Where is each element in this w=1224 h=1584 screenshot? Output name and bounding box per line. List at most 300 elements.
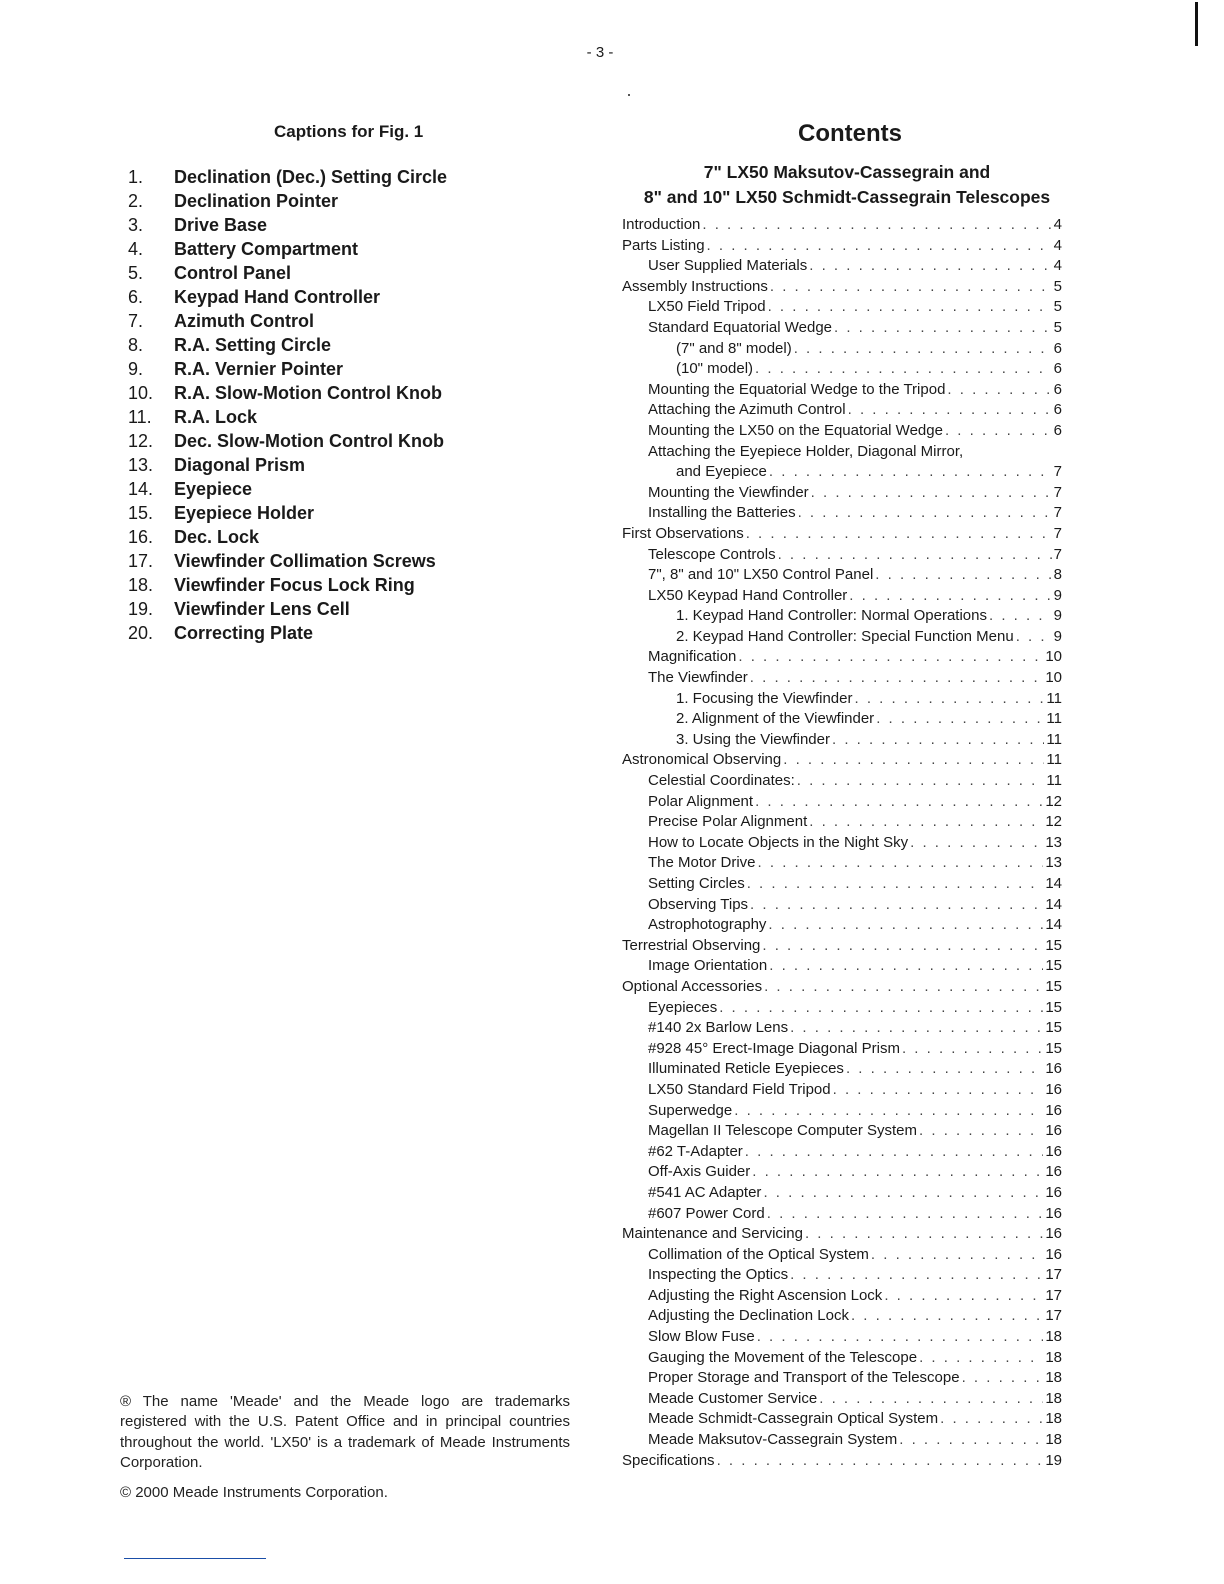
toc-entry [620, 1349, 1062, 1370]
toc-dot-leader [707, 237, 1052, 254]
toc-entry-title: LX50 Standard Field Tripod [648, 1080, 831, 1098]
caption-item [128, 237, 447, 261]
caption-text: Drive Base [174, 215, 268, 235]
toc-entry-page: 13 [1045, 854, 1062, 872]
toc-entry-page: 18 [1045, 1369, 1062, 1387]
toc-entry-page: 18 [1045, 1348, 1062, 1366]
toc-entry-page: 7 [1053, 463, 1062, 481]
toc-entry [620, 381, 1062, 402]
caption-number: 14. [128, 479, 154, 499]
toc-entry [620, 1287, 1062, 1308]
toc-entry-title: Illuminated Reticle Eyepieces [648, 1060, 844, 1078]
toc-entry [620, 1452, 1062, 1473]
toc-entry-title: Meade Customer Service [648, 1389, 818, 1407]
toc-dot-leader [884, 1287, 1043, 1304]
caption-item [128, 501, 447, 525]
caption-text: Declination Pointer [174, 191, 339, 211]
caption-text: Viewfinder Lens Cell [174, 599, 350, 619]
toc-dot-leader [919, 1122, 1043, 1139]
toc-dot-leader [768, 298, 1052, 315]
toc-entry-page: 16 [1045, 1204, 1062, 1222]
toc-entry-page: 4 [1053, 257, 1062, 275]
caption-item [128, 573, 447, 597]
toc-dot-leader [790, 1019, 1043, 1036]
toc-entry-page: 6 [1053, 380, 1062, 398]
toc-dot-leader [717, 1452, 1044, 1469]
toc-entry [620, 443, 1062, 464]
toc-entry [620, 237, 1062, 258]
caption-item [128, 477, 447, 501]
copyright-notice: © 2000 Meade Instruments Corporation. [120, 1484, 388, 1501]
toc-entry-title: 2. Keypad Hand Controller: Special Function Menu [676, 627, 1014, 645]
toc-entry-title: 2. Alignment of the Viewfinder [676, 710, 875, 728]
toc-entry [620, 1410, 1062, 1431]
toc-dot-leader [811, 484, 1052, 501]
toc-entry-title: Attaching the Azimuth Control [648, 401, 846, 419]
toc-entry-page: 15 [1045, 936, 1062, 954]
toc-entry [620, 1122, 1062, 1143]
toc-dot-leader [745, 1143, 1044, 1160]
toc-dot-leader [832, 731, 1044, 748]
toc-entry-title: Magellan II Telescope Computer System [648, 1122, 918, 1140]
toc-entry-title: Polar Alignment [648, 792, 754, 810]
toc-entry [620, 525, 1062, 546]
footer-rule [124, 1558, 266, 1559]
toc-entry-title: Astronomical Observing [622, 751, 782, 769]
toc-entry [620, 834, 1062, 855]
caption-item [128, 597, 447, 621]
toc-entry-title: Precise Polar Alignment [648, 813, 808, 831]
toc-entry [620, 896, 1062, 917]
toc-entry [620, 793, 1062, 814]
trademark-note: ® The name 'Meade' and the Meade logo are trademarks registered with the U.S. Patent Office and in principal countries throughout the world. 'LX50' is a trademark of Meade Instruments Corporation. [120, 1393, 570, 1471]
toc-entry [620, 648, 1062, 669]
toc-entry-page: 7 [1053, 483, 1062, 501]
toc-entry-page: 16 [1045, 1060, 1062, 1078]
toc-entry [620, 710, 1062, 731]
toc-entry-title: Terrestrial Observing [622, 936, 761, 954]
toc-entry-page: 8 [1053, 566, 1062, 584]
toc-entry [620, 813, 1062, 834]
caption-item [128, 333, 447, 357]
caption-number: 20. [128, 623, 154, 643]
toc-entry-page: 16 [1045, 1101, 1062, 1119]
caption-item [128, 309, 447, 333]
toc-entry [620, 957, 1062, 978]
caption-text: R.A. Slow-Motion Control Knob [174, 383, 442, 403]
toc-dot-leader [794, 340, 1052, 357]
toc-dot-leader [738, 648, 1043, 665]
caption-item [128, 261, 447, 285]
toc-entry [620, 669, 1062, 690]
toc-entry-title: The Motor Drive [648, 854, 756, 872]
toc-entry-page: 18 [1045, 1410, 1062, 1428]
toc-entry-page: 18 [1045, 1431, 1062, 1449]
toc-entry-page: 5 [1053, 298, 1062, 316]
caption-item [128, 189, 447, 213]
caption-number: 16. [128, 527, 154, 547]
toc-entry [620, 1081, 1062, 1102]
toc-entry [620, 1143, 1062, 1164]
toc-entry-title: Slow Blow Fuse [648, 1328, 755, 1346]
toc-entry [620, 319, 1062, 340]
toc-dot-leader [763, 1184, 1043, 1201]
toc-dot-leader [769, 957, 1043, 974]
caption-number: 17. [128, 551, 154, 571]
toc-entry-page: 9 [1053, 586, 1062, 604]
toc-entry-title: Setting Circles [648, 875, 745, 892]
toc-dot-leader [750, 896, 1043, 913]
toc-entry-page: 6 [1053, 360, 1062, 378]
toc-dot-leader [871, 1246, 1043, 1263]
toc-entry-title: Adjusting the Right Ascension Lock [648, 1286, 883, 1304]
toc-entry-page: 15 [1045, 1019, 1062, 1037]
caption-number: 10. [128, 383, 154, 403]
toc-entry-title: Observing Tips [648, 895, 749, 913]
toc-entry [620, 937, 1062, 958]
toc-entry-page: 11 [1046, 751, 1062, 769]
toc-entry-title: (7" and 8" model) [676, 339, 792, 357]
caption-number: 6. [128, 287, 144, 307]
toc-entry-page: 7 [1053, 545, 1062, 563]
toc-entry [620, 1060, 1062, 1081]
caption-number: 15. [128, 503, 154, 523]
toc-entry-page: 18 [1045, 1389, 1062, 1407]
toc-entry-page: 16 [1045, 1225, 1062, 1243]
toc-entry-page: 18 [1045, 1328, 1062, 1346]
caption-text: Viewfinder Focus Lock Ring [174, 575, 415, 595]
toc-dot-leader [902, 1040, 1043, 1057]
toc-entry-title: Gauging the Movement of the Telescope [648, 1348, 918, 1366]
caption-number: 18. [128, 575, 154, 595]
scan-edge-mark [1195, 2, 1198, 46]
toc-entry-title: Maintenance and Servicing [622, 1225, 803, 1243]
toc-entry-title: LX50 Keypad Hand Controller [648, 586, 848, 604]
toc-dot-leader [747, 875, 1044, 892]
toc-entry [620, 278, 1062, 299]
toc-entry [620, 1369, 1062, 1390]
caption-number: 7. [128, 311, 144, 331]
caption-number: 12. [128, 431, 154, 451]
toc-entry-title: Off-Axis Guider [648, 1163, 751, 1181]
toc-dot-leader [755, 793, 1043, 810]
toc-entry-title: #607 Power Cord [648, 1204, 765, 1222]
toc-entry-title: Telescope Controls [648, 545, 776, 563]
toc-dot-leader [798, 504, 1052, 521]
toc-entry-title: Specifications [622, 1451, 715, 1469]
toc-dot-leader [755, 360, 1052, 377]
toc-entry-page: 15 [1045, 977, 1062, 995]
caption-item [128, 165, 447, 189]
contents-title: Contents [798, 120, 902, 147]
caption-number: 1. [128, 167, 144, 187]
toc-entry [620, 484, 1062, 505]
toc-entry-page: 14 [1045, 895, 1062, 913]
toc-entry-page: 4 [1053, 236, 1062, 254]
page-number: - 3 - [586, 44, 614, 61]
toc-entry-page: 14 [1045, 916, 1062, 934]
toc-entry-title: Optional Accessories [622, 977, 763, 995]
toc-dot-leader [851, 1307, 1043, 1324]
toc-entry-page: 17 [1045, 1307, 1062, 1325]
toc-entry-title: Celestial Coordinates: [648, 772, 795, 790]
toc-entry-page: 7 [1053, 524, 1062, 542]
toc-entry-page: 6 [1053, 421, 1062, 439]
toc-entry [620, 607, 1062, 628]
toc-entry [620, 999, 1062, 1020]
toc-entry-title: Parts Listing [622, 236, 705, 254]
toc-entry-title: Eyepieces [648, 998, 718, 1016]
toc-dot-leader [783, 751, 1044, 768]
toc-dot-leader [767, 1205, 1044, 1222]
toc-entry-title: Mounting the Viewfinder [648, 483, 809, 501]
toc-dot-leader [758, 854, 1044, 871]
caption-text: Dec. Lock [174, 527, 260, 547]
toc-entry [620, 916, 1062, 937]
toc-dot-leader [746, 525, 1052, 542]
toc-entry-title: #928 45° Erect-Image Diagonal Prism [648, 1039, 900, 1057]
caption-number: 4. [128, 239, 144, 259]
toc-dot-leader [910, 834, 1043, 851]
toc-dot-leader [719, 999, 1043, 1016]
caption-number: 8. [128, 335, 144, 355]
toc-dot-leader [962, 1369, 1044, 1386]
toc-dot-leader [750, 669, 1044, 686]
toc-entry-title: Standard Equatorial Wedge [648, 318, 833, 336]
toc-entry-title: #62 T-Adapter [648, 1142, 743, 1160]
toc-entry [620, 1431, 1062, 1452]
toc-entry [620, 504, 1062, 525]
caption-number: 19. [128, 599, 154, 619]
toc-entry [620, 772, 1062, 793]
toc-entry [620, 854, 1062, 875]
toc-entry [620, 978, 1062, 999]
toc-entry-page: 6 [1053, 401, 1062, 419]
toc-entry-title: Magnification [648, 648, 737, 666]
toc-entry-title: 3. Using the Viewfinder [676, 730, 830, 748]
captions-list [128, 165, 447, 645]
toc-entry [620, 587, 1062, 608]
caption-number: 3. [128, 215, 144, 235]
toc-entry-page: 17 [1045, 1266, 1062, 1284]
toc-entry [620, 340, 1062, 361]
toc-entry-page: 11 [1046, 710, 1062, 728]
toc-entry-title: Assembly Instructions [622, 277, 768, 295]
toc-dot-leader [752, 1163, 1043, 1180]
toc-entry-title: Meade Schmidt-Cassegrain Optical System [648, 1410, 939, 1428]
caption-number: 5. [128, 263, 144, 283]
toc-dot-leader [849, 587, 1051, 604]
toc-entry-title: 7", 8" and 10" LX50 Control Panel [648, 566, 874, 584]
caption-text: Keypad Hand Controller [174, 287, 381, 307]
caption-text: Battery Compartment [174, 239, 359, 259]
toc-entry [620, 875, 1062, 896]
toc-entry [620, 1205, 1062, 1226]
toc-entry [620, 1225, 1062, 1246]
toc-entry [620, 1019, 1062, 1040]
toc-dot-leader [919, 1349, 1043, 1366]
caption-text: Diagonal Prism [174, 455, 306, 475]
toc-entry [620, 546, 1062, 567]
toc-entry-page: 12 [1045, 792, 1062, 810]
toc-entry-title: Inspecting the Optics [648, 1266, 789, 1284]
toc-dot-leader [805, 1225, 1043, 1242]
caption-text: Viewfinder Collimation Screws [174, 551, 436, 571]
toc-dot-leader [834, 319, 1052, 336]
toc-dot-leader [790, 1266, 1043, 1283]
toc-entry-title: User Supplied Materials [648, 257, 808, 275]
toc-entry [620, 1102, 1062, 1123]
toc-dot-leader [989, 607, 1052, 624]
caption-text: Eyepiece [174, 479, 253, 499]
toc-entry-page: 11 [1046, 689, 1062, 707]
toc-entry [620, 1328, 1062, 1349]
toc-entry-title: #541 AC Adapter [648, 1183, 762, 1201]
toc-dot-leader [846, 1060, 1043, 1077]
toc-entry-page: 5 [1053, 277, 1062, 295]
toc-entry-title: Image Orientation [648, 957, 768, 975]
toc-entry-page: 11 [1046, 730, 1062, 748]
toc-entry-title: and Eyepiece [676, 463, 767, 481]
toc-entry-title: Adjusting the Declination Lock [648, 1307, 849, 1325]
toc-entry-page: 9 [1053, 607, 1062, 625]
scan-speck [628, 94, 630, 96]
toc-dot-leader [876, 710, 1044, 727]
toc-entry-page: 17 [1045, 1286, 1062, 1304]
toc-entry [620, 690, 1062, 711]
caption-item [128, 213, 447, 237]
caption-text: R.A. Setting Circle [174, 335, 332, 355]
caption-text: Eyepiece Holder [174, 503, 315, 523]
toc-dot-leader [945, 422, 1052, 439]
toc-entry-page: 7 [1053, 504, 1062, 522]
toc-entry-page: 13 [1045, 833, 1062, 851]
toc-entry [620, 1266, 1062, 1287]
toc-dot-leader [764, 978, 1043, 995]
toc-entry-page: 9 [1053, 627, 1062, 645]
toc-dot-leader [797, 772, 1045, 789]
caption-text: Azimuth Control [174, 311, 314, 331]
toc-entry-title: Superwedge [648, 1101, 733, 1119]
toc-entry [620, 257, 1062, 278]
toc-entry-title: Mounting the Equatorial Wedge to the Tripod [648, 380, 946, 398]
toc-entry-page: 16 [1045, 1163, 1062, 1181]
caption-item [128, 429, 447, 453]
toc-entry-page: 19 [1045, 1451, 1062, 1469]
toc-dot-leader [1016, 628, 1052, 645]
contents-subtitle [620, 160, 1074, 210]
toc-entry [620, 1307, 1062, 1328]
toc-entry-page: 6 [1053, 339, 1062, 357]
toc-entry-page: 15 [1045, 1039, 1062, 1057]
caption-item [128, 525, 447, 549]
table-of-contents [620, 216, 1062, 1472]
caption-number: 13. [128, 455, 154, 475]
toc-entry [620, 401, 1062, 422]
toc-entry-title: Attaching the Eyepiece Holder, Diagonal Mirror, [648, 442, 964, 460]
toc-entry [620, 422, 1062, 443]
caption-text: R.A. Lock [174, 407, 258, 427]
toc-entry-title: Introduction [622, 216, 701, 233]
toc-entry-page: 16 [1045, 1080, 1062, 1098]
toc-dot-leader [762, 937, 1043, 954]
toc-entry-page: 10 [1045, 648, 1062, 666]
toc-entry [620, 628, 1062, 649]
toc-entry [620, 751, 1062, 772]
toc-entry [620, 731, 1062, 752]
toc-entry [620, 1390, 1062, 1411]
toc-entry-page: 15 [1045, 957, 1062, 975]
toc-entry-page: 14 [1045, 875, 1062, 892]
toc-entry-page: 10 [1045, 669, 1062, 687]
toc-entry-page: 16 [1045, 1245, 1062, 1263]
toc-entry [620, 1040, 1062, 1061]
toc-dot-leader [899, 1431, 1043, 1448]
caption-text: Dec. Slow-Motion Control Knob [174, 431, 444, 451]
caption-text: Control Panel [174, 263, 292, 283]
captions-title: Captions for Fig. 1 [274, 122, 424, 141]
toc-entry-title: Mounting the LX50 on the Equatorial Wedge [648, 421, 943, 439]
toc-dot-leader [940, 1410, 1043, 1427]
toc-entry-page: 16 [1045, 1183, 1062, 1201]
toc-dot-leader [875, 566, 1051, 583]
toc-entry-title: First Observations [622, 524, 744, 542]
caption-item [128, 405, 447, 429]
caption-text: Declination (Dec.) Setting Circle [174, 167, 448, 187]
toc-entry-title: (10" model) [676, 360, 754, 378]
caption-number: 9. [128, 359, 144, 379]
toc-entry [620, 1246, 1062, 1267]
caption-item [128, 621, 447, 645]
caption-item [128, 453, 447, 477]
toc-dot-leader [833, 1081, 1044, 1098]
toc-entry-page: 4 [1053, 216, 1062, 233]
toc-entry-title: Installing the Batteries [648, 504, 796, 522]
toc-entry-page: 16 [1045, 1122, 1062, 1140]
toc-dot-leader [848, 401, 1052, 418]
toc-dot-leader [769, 463, 1052, 480]
caption-text: R.A. Vernier Pointer [174, 359, 344, 379]
caption-number: 2. [128, 191, 144, 211]
toc-dot-leader [734, 1102, 1043, 1119]
toc-entry-title: How to Locate Objects in the Night Sky [648, 833, 909, 851]
caption-item [128, 549, 447, 573]
toc-entry [620, 1184, 1062, 1205]
toc-dot-leader [947, 381, 1051, 398]
toc-entry-title: Astrophotography [648, 916, 767, 934]
toc-dot-leader [809, 813, 1043, 830]
toc-dot-leader [702, 216, 1051, 233]
toc-entry-title: Proper Storage and Transport of the Telescope [648, 1369, 960, 1387]
toc-entry-title: 1. Focusing the Viewfinder [676, 689, 853, 707]
toc-entry [620, 566, 1062, 587]
toc-entry-title: Collimation of the Optical System [648, 1245, 869, 1263]
caption-item [128, 285, 447, 309]
caption-item [128, 381, 447, 405]
toc-entry [620, 298, 1062, 319]
toc-dot-leader [855, 690, 1045, 707]
toc-dot-leader [770, 278, 1052, 295]
toc-dot-leader [778, 546, 1052, 563]
toc-entry-title: LX50 Field Tripod [648, 298, 766, 316]
contents-subtitle-line-2: 8" and 10" LX50 Schmidt-Cassegrain Telescopes [643, 187, 1051, 207]
toc-entry [620, 360, 1062, 381]
toc-entry [620, 463, 1062, 484]
toc-entry-page: 12 [1045, 813, 1062, 831]
toc-entry-title: Meade Maksutov-Cassegrain System [648, 1431, 898, 1449]
toc-entry-page: 11 [1046, 772, 1062, 790]
caption-item [128, 357, 447, 381]
